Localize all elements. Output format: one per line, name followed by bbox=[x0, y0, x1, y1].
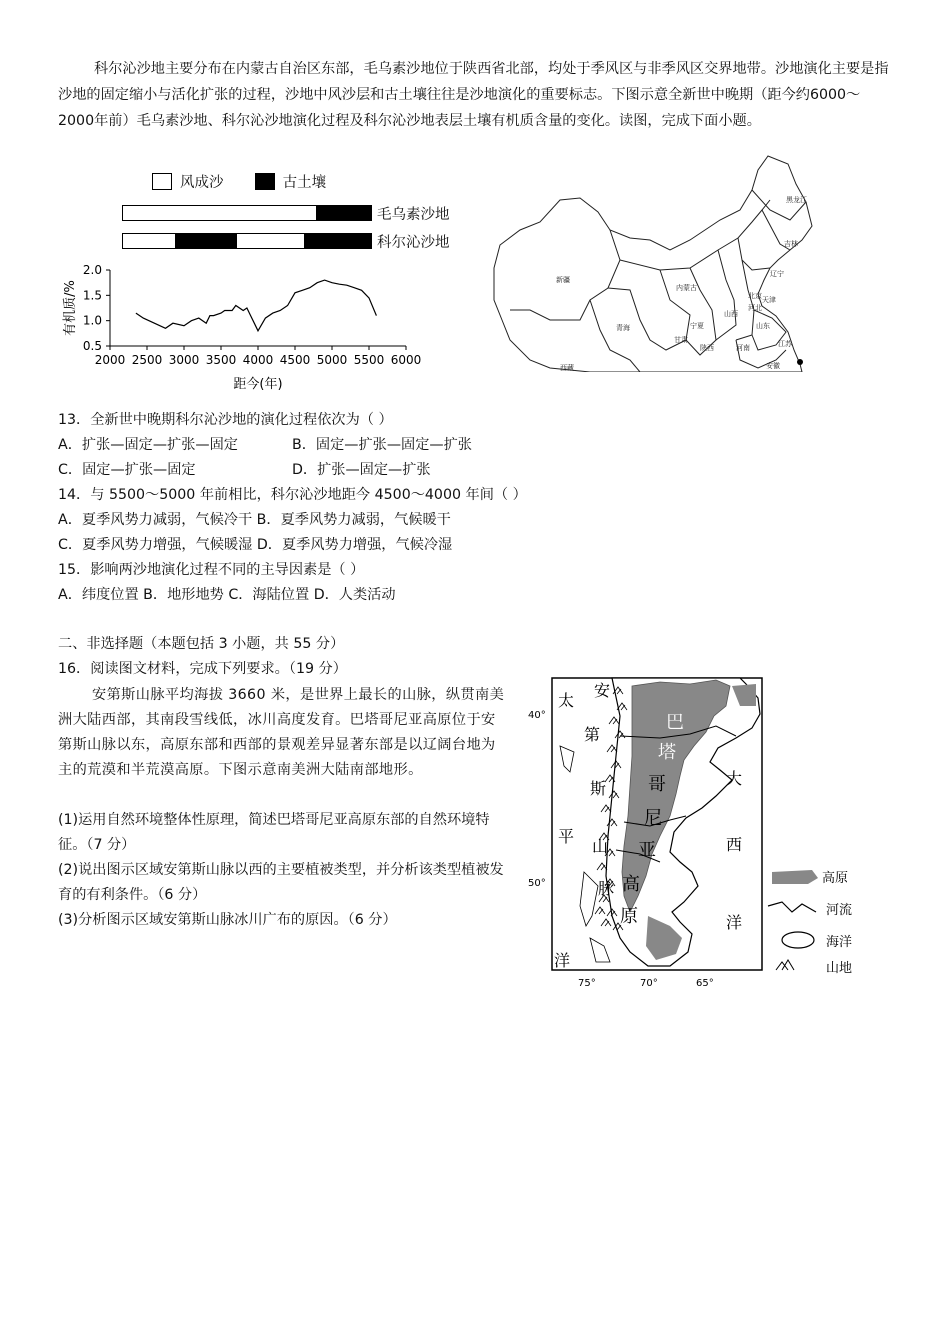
lon-label: 65° bbox=[696, 978, 714, 988]
legend-ocean: 海洋 bbox=[826, 935, 853, 950]
soil-segment bbox=[175, 234, 237, 248]
map-label: 内蒙古 bbox=[676, 284, 697, 292]
x-tick-label: 4000 bbox=[242, 353, 274, 367]
q16-part1: (1)运用自然环境整体性原理，简述巴塔哥尼亚高原东部的自然环境特征。（7 分） bbox=[58, 812, 490, 853]
legend-river-swatch bbox=[768, 902, 816, 912]
legend-soil: 古土壤 bbox=[282, 175, 327, 191]
label-andes: 斯 bbox=[590, 779, 607, 798]
q16-part3: (3)分析图示区域安第斯山脉冰川广布的原因。（6 分） bbox=[58, 912, 397, 928]
label-pacific: 洋 bbox=[554, 951, 571, 970]
soil-swatch bbox=[255, 173, 275, 190]
section-2-heading: 二、非选择题（本题包括 3 小题，共 55 分） bbox=[58, 636, 345, 652]
label-patagonia: 哥 bbox=[648, 774, 666, 795]
legend-river: 河流 bbox=[826, 903, 853, 918]
x-tick-label: 3000 bbox=[168, 353, 200, 367]
border-heilongjiang bbox=[752, 190, 806, 220]
label-andes: 第 bbox=[584, 725, 601, 744]
label-patagonia: 高 bbox=[622, 874, 640, 895]
x-tick-label: 5500 bbox=[353, 353, 385, 367]
legend-plateau: 高原 bbox=[822, 871, 849, 886]
map-label: 黑龙江 bbox=[786, 196, 807, 204]
map-label: 北京 bbox=[748, 292, 762, 300]
label-patagonia: 原 bbox=[620, 906, 638, 927]
border-ningxia-shaanxi bbox=[686, 268, 716, 355]
y-tick-label: 1.5 bbox=[82, 288, 102, 303]
q14-options-ab: A．夏季风势力减弱，气候冷干 B．夏季风势力减弱，气候暖干 bbox=[58, 512, 451, 528]
legend-sand: 风成沙 bbox=[180, 175, 224, 191]
map-label: 山东 bbox=[756, 322, 770, 330]
label-patagonia: 尼 bbox=[644, 808, 662, 829]
label-atlantic: 西 bbox=[726, 835, 743, 854]
bar-legend bbox=[152, 171, 352, 192]
china-outline bbox=[494, 156, 812, 372]
legend-plateau-swatch bbox=[772, 870, 818, 884]
map-label: 陕西 bbox=[700, 344, 714, 352]
bar-horqin bbox=[122, 233, 372, 249]
map-label: 江苏 bbox=[778, 340, 792, 348]
lat-label: 50° bbox=[528, 878, 546, 889]
bar-label-horqin: 科尔沁沙地 bbox=[377, 235, 450, 251]
border-hebei bbox=[736, 260, 754, 340]
y-tick-label: 2.0 bbox=[82, 263, 102, 277]
x-tick-label: 2500 bbox=[131, 353, 163, 367]
x-tick-label: 6000 bbox=[390, 353, 422, 367]
q15-stem: 15．影响两沙地演化过程不同的主导因素是（ ） bbox=[58, 562, 365, 578]
sand-swatch bbox=[152, 173, 172, 190]
map-label: 新疆 bbox=[556, 276, 570, 284]
border-tibet-qinghai bbox=[590, 300, 640, 372]
q16-stem: 16．阅读图文材料，完成下列要求。（19 分） bbox=[58, 661, 347, 677]
y-tick-label: 0.5 bbox=[82, 339, 102, 353]
q13-option-a: A．扩张—固定—扩张—固定 bbox=[58, 437, 238, 453]
map-label: 西藏 bbox=[560, 364, 574, 372]
map-label: 河北 bbox=[748, 304, 762, 312]
organic-matter-chart bbox=[58, 258, 428, 398]
x-tick-label: 4500 bbox=[279, 353, 311, 367]
label-andes: 脉 bbox=[598, 879, 615, 898]
border-shanxi bbox=[716, 250, 736, 340]
q14-stem: 14．与 5500～5000 年前相比，科尔沁沙地距今 4500～4000 年间（ ） bbox=[58, 487, 527, 503]
bar-label-maowusu: 毛乌素沙地 bbox=[377, 207, 450, 223]
label-atlantic: 洋 bbox=[726, 913, 743, 932]
label-patagonia: 亚 bbox=[638, 840, 656, 861]
bar-maowusu bbox=[122, 205, 372, 221]
legend-mountain-swatch bbox=[776, 960, 794, 970]
label-patagonia: 巴 bbox=[666, 712, 684, 733]
soil-segment bbox=[316, 206, 371, 220]
lon-label: 70° bbox=[640, 978, 658, 988]
map-label: 天津 bbox=[762, 296, 776, 304]
legend-mountain: 山地 bbox=[826, 961, 853, 976]
y-axis-label: 有机质/% bbox=[63, 280, 78, 336]
x-tick-label: 5000 bbox=[316, 353, 348, 367]
y-tick-label: 1.0 bbox=[82, 313, 102, 328]
lon-label: 75° bbox=[578, 978, 596, 988]
q13-option-c: C．固定—扩张—固定 bbox=[58, 462, 196, 478]
map-label: 宁夏 bbox=[690, 322, 704, 330]
label-andes: 山 bbox=[592, 837, 609, 856]
legend-ocean-swatch bbox=[782, 932, 814, 948]
q13-option-d: D．扩张—固定—扩张 bbox=[292, 462, 431, 478]
map-label: 辽宁 bbox=[770, 270, 784, 278]
map-label: 吉林 bbox=[784, 240, 798, 248]
x-axis-label: 距今(年) bbox=[233, 377, 283, 392]
lat-label: 40° bbox=[528, 710, 546, 721]
x-tick-label: 3500 bbox=[205, 353, 237, 367]
shanghai-dot bbox=[797, 359, 803, 365]
label-patagonia: 塔 bbox=[658, 742, 676, 763]
q14-options-cd: C．夏季风势力增强，气候暖湿 D．夏季风势力增强，气候冷湿 bbox=[58, 537, 453, 553]
border-xinjiang bbox=[510, 230, 620, 320]
border-inner-mongolia bbox=[620, 200, 770, 270]
map-label: 甘肃 bbox=[674, 336, 688, 344]
label-atlantic: 大 bbox=[726, 769, 743, 788]
label-pacific: 平 bbox=[558, 827, 575, 846]
intro-paragraph: 科尔沁沙地主要分布在内蒙古自治区东部，毛乌素沙地位于陕西省北部，均处于季风区与非季风区交界地带。沙地演化主要是指沙地的固定缩小与活化扩张的过程，沙地中风沙层和古土壤往往是沙地演化的重要标志。下图示意全新世中晚期（距今约6000～2000年前）毛乌素沙地、科尔沁沙地演化过程及科尔沁沙地表层土壤有机质含量的变化。读图，完成下面小题。 bbox=[58, 61, 889, 129]
q16-part2: (2)说出图示区域安第斯山脉以西的主要植被类型，并分析该类型植被发育的有利条件。（6 分） bbox=[58, 862, 504, 903]
map-label: 山西 bbox=[724, 310, 738, 318]
soil-segment bbox=[304, 234, 371, 248]
label-andes: 安 bbox=[594, 681, 611, 700]
map-label: 安徽 bbox=[766, 362, 780, 370]
label-pacific: 太 bbox=[558, 691, 575, 710]
map-label: 青海 bbox=[616, 324, 630, 332]
q13-stem: 13．全新世中晚期科尔沁沙地的演化过程依次为（ ） bbox=[58, 412, 393, 428]
organic-matter-line bbox=[136, 280, 377, 331]
q16-material: 安第斯山脉平均海拔 3660 米，是世界上最长的山脉，纵贯南美洲大陆西部，其南段雪线低，冰川高度发育。巴塔哥尼亚高原位于安第斯山脉以东，高原东部和西部的景观差异显著东部是以辽阔台地为主的荒漠和半荒漠高原。下图示意南美洲大陆南部地形。 bbox=[58, 687, 505, 778]
patagonia-map bbox=[520, 676, 870, 988]
q13-option-b: B．固定—扩张—固定—扩张 bbox=[292, 437, 472, 453]
map-label: 河南 bbox=[736, 344, 750, 352]
china-map bbox=[490, 150, 820, 372]
q15-options: A．纬度位置 B．地形地势 C．海陆位置 D．人类活动 bbox=[58, 587, 396, 603]
x-tick-label: 2000 bbox=[94, 353, 126, 367]
